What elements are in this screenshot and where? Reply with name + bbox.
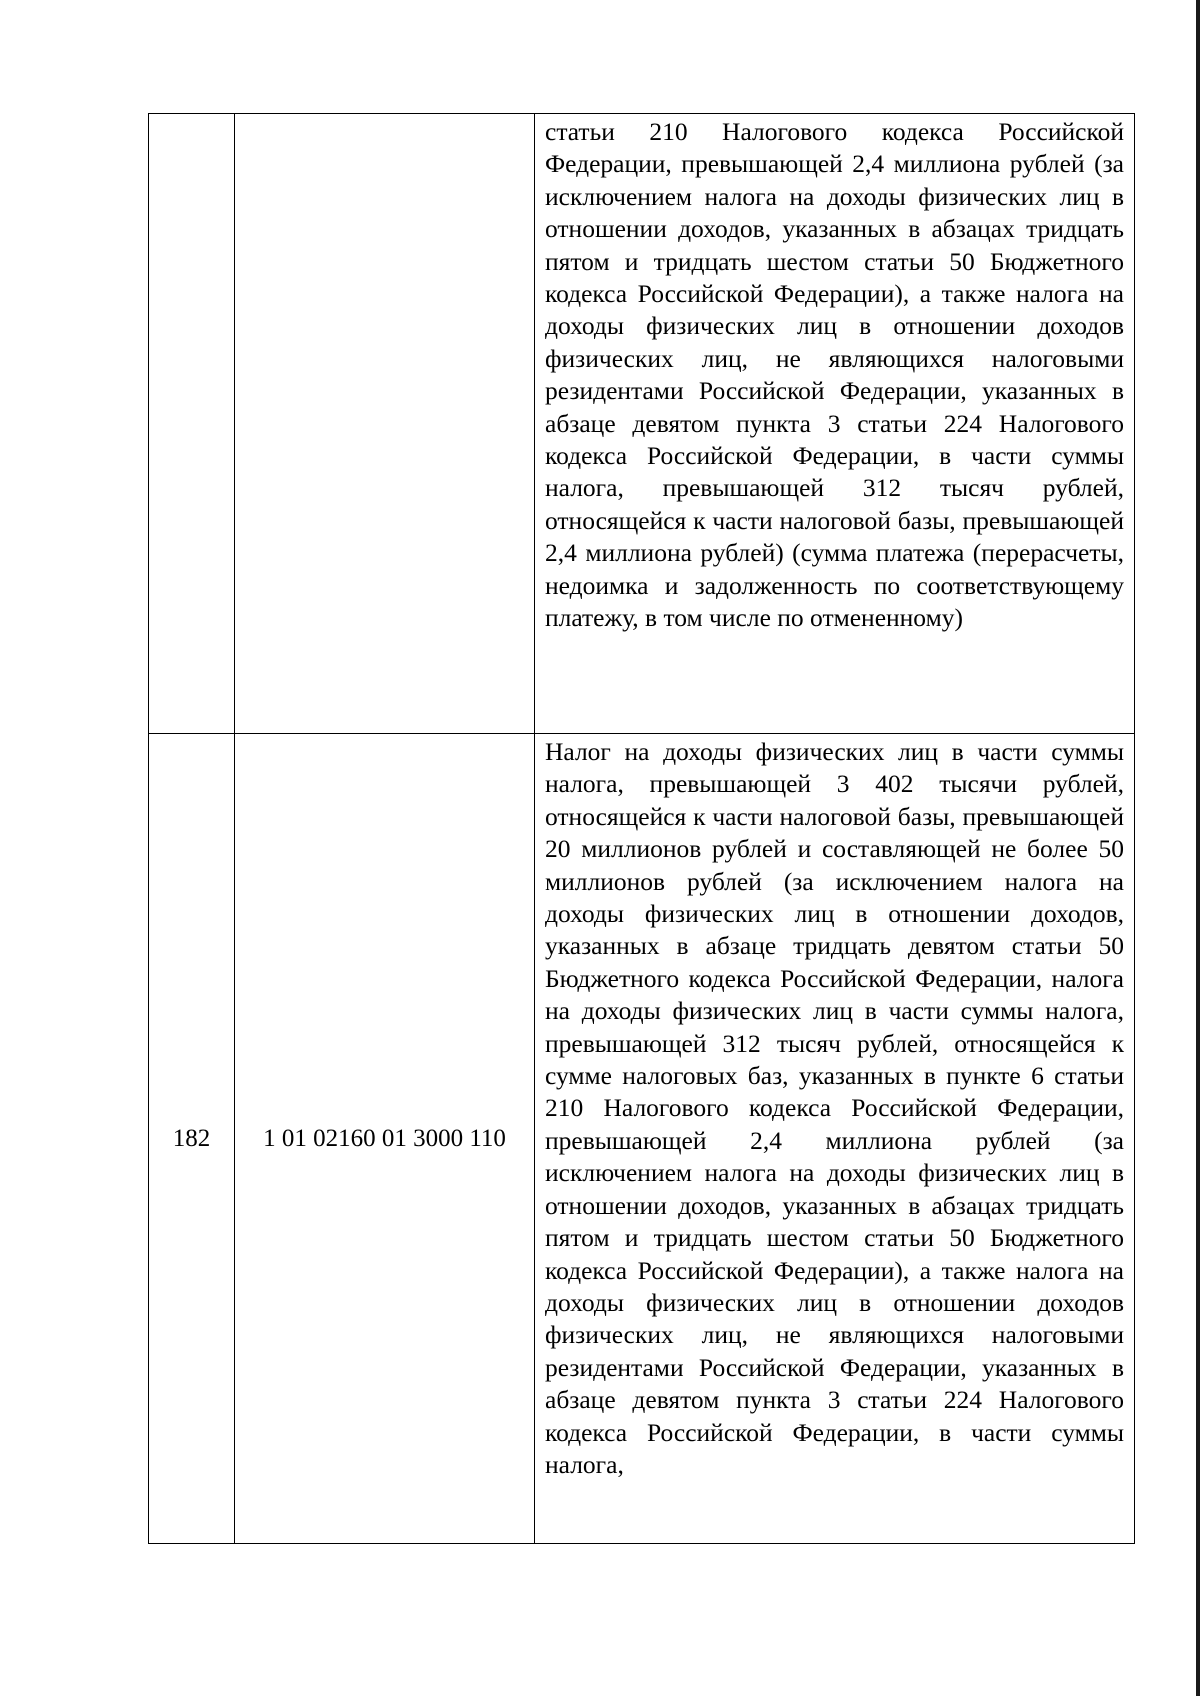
budget-classification-code-cell: 1 01 02160 01 3000 110 [235,734,535,1544]
table-row [149,734,1135,1544]
income-description-cell: Налог на доходы физических лиц в части суммы налога, превышающей 3 402 тысячи рублей, относящейся к части налоговой базы, превышающей 20 миллионов рублей и составляющей не более 50 миллионов рублей (за исключением налога на доходы физических лиц в отношении доходов, указанных в абзаце тридцать девятом статьи 50 Бюджетного кодекса Российской Федерации, налога на доходы физических лиц в части суммы налога, превышающей 312 тысяч рублей, относящейся к сумме налоговых баз, указанных в пункте 6 статьи 210 Налогового кодекса Российской Федерации, превышающей 2,4 миллиона рублей (за исключением налога на доходы физических лиц в отношении доходов, указанных в абзацах тридцать пятом и тридцать шестом статьи 50 Бюджетного кодекса Российской Федерации), а также налога на доходы физических лиц в отношении доходов физических лиц, не являющихся налоговыми резидентами Российской Федерации, указанных в абзаце девятом пункта 3 статьи 224 Налогового кодекса Российской Федерации, в части суммы налога, [535,734,1135,1544]
admin-code-cell: 182 [149,734,235,1544]
table-row [149,114,1135,734]
budget-code-table [148,113,1135,1544]
income-description-cell: статьи 210 Налогового кодекса Российской Федерации, превышающей 2,4 миллиона рублей (за исключением налога на доходы физических лиц в отношении доходов, указанных в абзацах тридцать пятом и тридцать шестом статьи 50 Бюджетного кодекса Российской Федерации), а также налога на доходы физических лиц в отношении доходов физических лиц, не являющихся налоговыми резидентами Российской Федерации, указанных в абзаце девятом пункта 3 статьи 224 Налогового кодекса Российской Федерации, в части суммы налога, превышающей 312 тысяч рублей, относящейся к части налоговой базы, превышающей 2,4 миллиона рублей) (сумма платежа (перерасчеты, недоимка и задолженность по соответствующему платежу, в том числе по отмененному) [535,114,1135,734]
admin-code-cell [149,114,235,734]
page-edge [1196,0,1200,1696]
budget-classification-code-cell [235,114,535,734]
